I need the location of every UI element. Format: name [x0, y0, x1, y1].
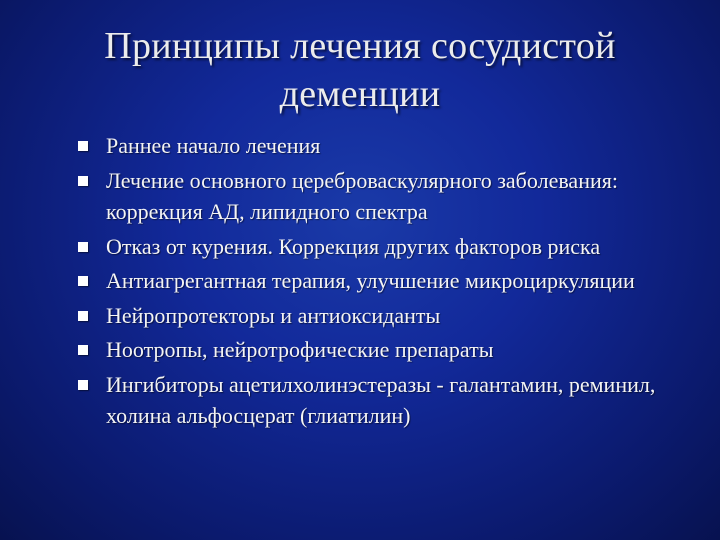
square-bullet-icon	[78, 380, 88, 390]
bullet-item	[78, 300, 698, 332]
bullet-text: Антиагрегантная терапия, улучшение микроциркуляции	[106, 268, 635, 293]
square-bullet-icon	[78, 141, 88, 151]
bullet-text: Отказ от курения. Коррекция других факторов риска	[106, 233, 601, 259]
square-bullet-icon	[78, 345, 88, 355]
bullet-list	[78, 130, 698, 435]
bullet-text: Раннее начало лечения	[106, 133, 321, 158]
square-bullet-icon	[78, 242, 88, 252]
square-bullet-icon	[78, 276, 88, 286]
slide-title: Принципы лечения сосудистой деменции	[104, 25, 616, 115]
bullet-text: Лечение основного цереброваскулярного заболевания: коррекция АД, липидного спектра	[106, 167, 618, 224]
bullet-text: Нейропротекторы и антиоксиданты	[106, 302, 441, 328]
bullet-item	[78, 369, 698, 432]
square-bullet-icon	[78, 311, 88, 321]
bullet-item	[78, 265, 698, 297]
bullet-text: Ингибиторы ацетилхолинэстеразы - галантамин, реминил, холина альфосцерат (глиатилин)	[106, 371, 656, 428]
bullet-item	[78, 231, 698, 263]
bullet-item	[78, 165, 698, 228]
bullet-item	[78, 334, 698, 366]
square-bullet-icon	[78, 176, 88, 186]
bullet-item	[78, 130, 698, 162]
bullet-text: Ноотропы, нейротрофические препараты	[106, 337, 494, 362]
